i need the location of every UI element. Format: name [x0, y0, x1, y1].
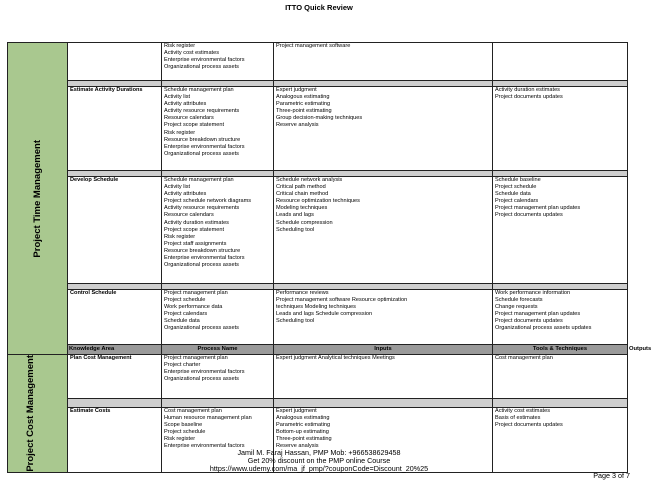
output-item: Project management plan updates [495, 311, 581, 318]
input-item: Organizational process assets [164, 262, 239, 269]
process-name: Estimate Activity Durations [68, 87, 162, 171]
input-item: Organizational process assets [164, 150, 239, 157]
input-item: Risk register [164, 233, 196, 240]
input-item: Organizational process assets [164, 325, 239, 332]
input-item: Work performance data [164, 304, 223, 311]
tool-item: Analogous estimating [276, 94, 330, 101]
output-item: Project management plan updates [495, 205, 581, 212]
tool-item: Reserve analysis [276, 122, 319, 129]
separator-row [8, 399, 628, 407]
process-name: Plan Cost Management [68, 355, 162, 399]
input-item: Project scope statement [164, 226, 225, 233]
input-item: Project management plan [164, 290, 228, 296]
process-name [68, 43, 162, 81]
input-item: Activity list [164, 94, 191, 101]
knowledge-area-label: Project Cost Management [24, 355, 36, 472]
footer [0, 449, 638, 474]
input-item: Activity attributes [164, 101, 207, 108]
tools-cell [274, 43, 493, 81]
column-header-row: Knowledge Area Process Name Inputs Tools & Techniques Outputs [8, 345, 628, 355]
output-item: Activity duration estimates [495, 87, 560, 93]
output-item: Project documents updates [495, 94, 563, 101]
tool-item: Critical chain method [276, 191, 329, 198]
output-item: Schedule forecasts [495, 297, 543, 304]
inputs-cell [162, 177, 274, 284]
input-item: Enterprise environmental factors [164, 369, 245, 376]
document-title: ITTO Quick Review [285, 3, 353, 12]
header-tools: Tools & Techniques [493, 345, 628, 355]
header-inputs: Inputs [274, 345, 493, 355]
outputs-cell [493, 87, 628, 171]
table-row [8, 290, 628, 345]
input-item: Resource breakdown structure [164, 247, 241, 254]
inputs-cell [162, 355, 274, 399]
input-item: Risk register [164, 129, 196, 136]
process-name: Estimate Costs [68, 407, 162, 472]
outputs-cell [493, 43, 628, 81]
tool-item: Critical path method [276, 184, 326, 191]
output-item: Project documents updates [495, 318, 563, 325]
table-row [8, 177, 628, 284]
knowledge-area-label: Project Time Management [32, 139, 43, 258]
tool-item: Modeling techniques [276, 205, 328, 212]
table-row [8, 43, 628, 81]
tool-item: Scheduling tool [276, 226, 315, 233]
footer-discount-line: Get 20% discount on the PMP online Course [247, 456, 391, 466]
input-item: Organizational process assets [164, 376, 239, 383]
output-item: Organizational process assets updates [495, 325, 592, 332]
output-item: Cost management plan [495, 355, 553, 362]
input-item: Enterprise environmental factors [164, 443, 245, 450]
footer-author-line: Jamil M. Faraj Hassan, PMP Mob: +966538629458 [237, 448, 401, 457]
input-item: Schedule data [164, 318, 200, 325]
input-item: Organizational process assets [164, 64, 239, 71]
tools-cell [274, 290, 493, 345]
tool-item: techniques Modeling techniques [276, 304, 356, 311]
tool-item: Three-point estimating [276, 108, 332, 115]
input-item: Resource calendars [164, 115, 214, 122]
table-row [8, 355, 628, 399]
outputs-cell [493, 290, 628, 345]
header-process-name: Process Name [162, 345, 274, 355]
tool-item: Reserve analysis [276, 443, 319, 450]
tool-item: Analogous estimating [276, 414, 330, 421]
tool-item: Group decision-making techniques [276, 115, 363, 122]
inputs-cell [162, 87, 274, 171]
tool-item: Parametric estimating [276, 421, 331, 428]
input-item: Project calendars [164, 311, 208, 318]
input-item: Project charter [164, 362, 201, 369]
tool-item: Project management software [276, 43, 351, 49]
tool-item: Expert judgment [276, 87, 317, 93]
input-item: Project staff assignments [164, 240, 227, 247]
input-item: Activity duration estimates [164, 219, 229, 226]
input-item: Schedule management plan [164, 177, 234, 183]
inputs-cell [162, 43, 274, 81]
tool-item: Schedule network analysis [276, 177, 343, 183]
header-knowledge-area: Knowledge Area [68, 345, 162, 355]
input-item: Resource calendars [164, 212, 214, 219]
input-item: Project management plan [164, 355, 228, 362]
itto-table [7, 42, 651, 473]
input-item: Resource breakdown structure [164, 136, 241, 143]
input-item: Activity attributes [164, 191, 207, 198]
process-name: Develop Schedule [68, 177, 162, 284]
tool-item: Expert judgment [276, 407, 317, 414]
input-item: Enterprise environmental factors [164, 57, 245, 64]
tools-cell [274, 177, 493, 284]
output-item: Schedule baseline [495, 177, 541, 183]
input-item: Enterprise environmental factors [164, 143, 245, 150]
output-item: Activity cost estimates [495, 407, 551, 414]
input-item: Project schedule network diagrams [164, 198, 252, 205]
input-item: Activity cost estimates [164, 50, 220, 57]
output-item: Work performance information [495, 290, 571, 296]
input-item: Project scope statement [164, 122, 225, 129]
page-number: Page 3 of 7 [593, 471, 630, 480]
input-item: Project schedule [164, 428, 206, 435]
knowledge-area-cell [8, 43, 68, 355]
input-item: Cost management plan [164, 407, 222, 414]
input-item: Risk register [164, 436, 196, 443]
tool-item: Bottom-up estimating [276, 428, 329, 435]
tool-item: Parametric estimating [276, 101, 331, 108]
tool-item: Performance reviews [276, 290, 329, 296]
process-name: Control Schedule [68, 290, 162, 345]
outputs-cell [493, 355, 628, 399]
output-item: Project schedule [495, 184, 537, 191]
tool-item: Project management software Resource optimization [276, 297, 408, 304]
tool-item: Leads and lags Schedule compression [276, 311, 373, 318]
output-item: Schedule data [495, 191, 531, 198]
tool-item: Resource optimization techniques [276, 198, 360, 205]
input-item: Scope baseline [164, 421, 203, 428]
table-row [8, 87, 628, 171]
tool-item: Leads and lags [276, 212, 314, 219]
tool-item: Schedule compression [276, 219, 333, 226]
input-item: Human resource management plan [164, 414, 252, 421]
footer-course-link[interactable]: https://www.udemy.com/ma_jf_pmp/?couponCode=Discount_20%25 [209, 464, 429, 474]
input-item: Risk register [164, 43, 196, 49]
input-item: Activity list [164, 184, 191, 191]
output-item: Change requests [495, 304, 538, 311]
output-item: Project documents updates [495, 212, 563, 219]
output-item: Project documents updates [495, 421, 563, 428]
outputs-cell [493, 177, 628, 284]
output-item: Project calendars [495, 198, 539, 205]
tool-item: Expert judgment Analytical techniques Meetings [276, 355, 395, 362]
inputs-cell [162, 290, 274, 345]
tools-cell [274, 355, 493, 399]
input-item: Enterprise environmental factors [164, 255, 245, 262]
tool-item: Scheduling tool [276, 318, 315, 325]
tool-item: Three-point estimating [276, 436, 332, 443]
tools-cell [274, 87, 493, 171]
input-item: Activity resource requirements [164, 108, 240, 115]
output-item: Basis of estimates [495, 414, 541, 421]
input-item: Activity resource requirements [164, 205, 240, 212]
input-item: Project schedule [164, 297, 206, 304]
input-item: Schedule management plan [164, 87, 234, 93]
